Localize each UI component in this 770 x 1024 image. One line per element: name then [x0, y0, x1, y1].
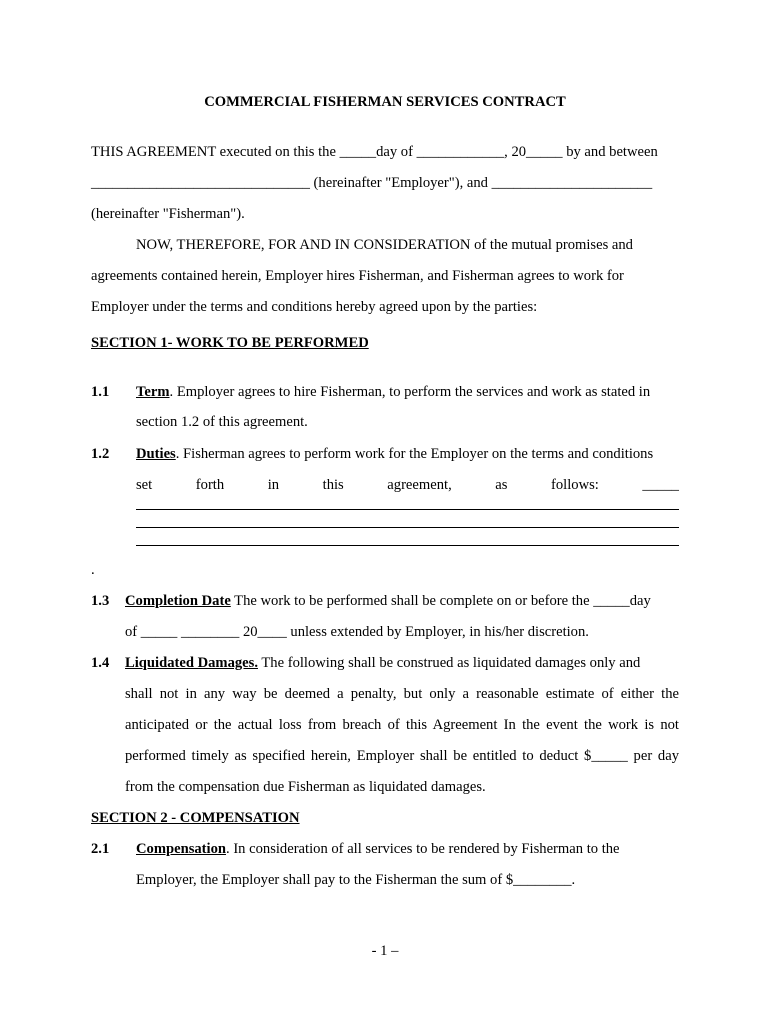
- clause-1-1-term: Term: [136, 384, 170, 400]
- clause-1-3-number: 1.3: [91, 593, 110, 609]
- duties-fill-line-2: [136, 527, 679, 528]
- section-1-heading: SECTION 1- WORK TO BE PERFORMED: [91, 335, 369, 351]
- intro-line-3: (hereinafter "Fisherman").: [91, 206, 245, 222]
- intro-line-2: [91, 175, 652, 192]
- employer-name-blank: ______________________________: [91, 175, 310, 191]
- clause-1-2-line-2: [136, 477, 679, 494]
- intro-line-1: THIS AGREEMENT executed on this the _____day of ____________, 20_____ by and between: [91, 144, 658, 160]
- consideration-line-2: agreements contained herein, Employer hires Fisherman, and Fisherman agrees to work for: [91, 268, 624, 284]
- section-2-heading: SECTION 2 - COMPENSATION: [91, 810, 300, 826]
- duties-blank: _____: [642, 477, 679, 493]
- clause-1-2-line-1: [136, 446, 653, 463]
- document-title: COMMERCIAL FISHERMAN SERVICES CONTRACT: [204, 94, 566, 110]
- clause-2-1-number: 2.1: [91, 841, 110, 857]
- duties-fill-line-1: [136, 509, 679, 510]
- clause-1-4-number: 1.4: [91, 655, 110, 671]
- word-in: in: [267, 477, 280, 493]
- clause-1-4-line-4: performed timely as specified herein, Employer shall be entitled to deduct $_____ per day: [125, 748, 679, 764]
- consideration-line-1: NOW, THEREFORE, FOR AND IN CONSIDERATION of the mutual promises and: [136, 237, 633, 253]
- word-as: as: [495, 477, 508, 493]
- clause-1-1-line-1: [136, 384, 650, 401]
- page-number: - 1 –: [371, 943, 399, 959]
- clause-1-3-text: The work to be performed shall be complete on or before the _____day: [230, 593, 651, 609]
- word-this: this: [322, 477, 344, 493]
- word-follows: follows:: [551, 477, 599, 493]
- clause-1-2-number: 1.2: [91, 446, 110, 462]
- clause-1-4-line-1: [125, 655, 640, 672]
- clause-2-1-line-1: [136, 841, 620, 858]
- clause-1-1-number: 1.1: [91, 384, 110, 400]
- word-forth: forth: [195, 477, 225, 493]
- clause-1-4-text: The following shall be construed as liquidated damages only and: [257, 655, 641, 671]
- clause-1-4-line-5: from the compensation due Fisherman as liquidated damages.: [125, 779, 486, 795]
- clause-1-4-line-2: shall not in any way be deemed a penalty, but only a reasonable estimate of either the: [125, 686, 679, 702]
- clause-1-3-line-1: [125, 593, 651, 610]
- clause-1-2-term: Duties: [136, 446, 176, 462]
- clause-2-1-line-2: Employer, the Employer shall pay to the Fisherman the sum of $________.: [136, 872, 576, 888]
- stray-period: .: [91, 562, 95, 578]
- fisherman-name-blank: ______________________: [491, 175, 653, 191]
- clause-1-1-line-2: section 1.2 of this agreement.: [136, 414, 308, 430]
- clause-2-1-term: Compensation: [136, 841, 227, 857]
- clause-1-3-line-2: of _____ ________ 20____ unless extended by Employer, in his/her discretion.: [125, 624, 589, 640]
- duties-fill-line-3: [136, 545, 679, 546]
- clause-1-3-term: Completion Date: [125, 593, 231, 609]
- consideration-line-3: Employer under the terms and conditions hereby agreed upon by the parties:: [91, 299, 538, 315]
- clause-2-1-text: . In consideration of all services to be rendered by Fisherman to the: [226, 841, 620, 857]
- intro-line-2-middle: (hereinafter "Employer"), and: [309, 175, 492, 191]
- word-agreement: agreement,: [387, 477, 452, 493]
- clause-1-4-line-3: anticipated or the actual loss from breach of this Agreement In the event the work is not: [125, 717, 679, 733]
- clause-1-2-text: . Fisherman agrees to perform work for the Employer on the terms and conditions: [175, 446, 654, 462]
- word-set: set: [136, 477, 153, 493]
- clause-1-1-text: . Employer agrees to hire Fisherman, to perform the services and work as stated in: [169, 384, 651, 400]
- clause-1-4-term: Liquidated Damages.: [125, 655, 258, 671]
